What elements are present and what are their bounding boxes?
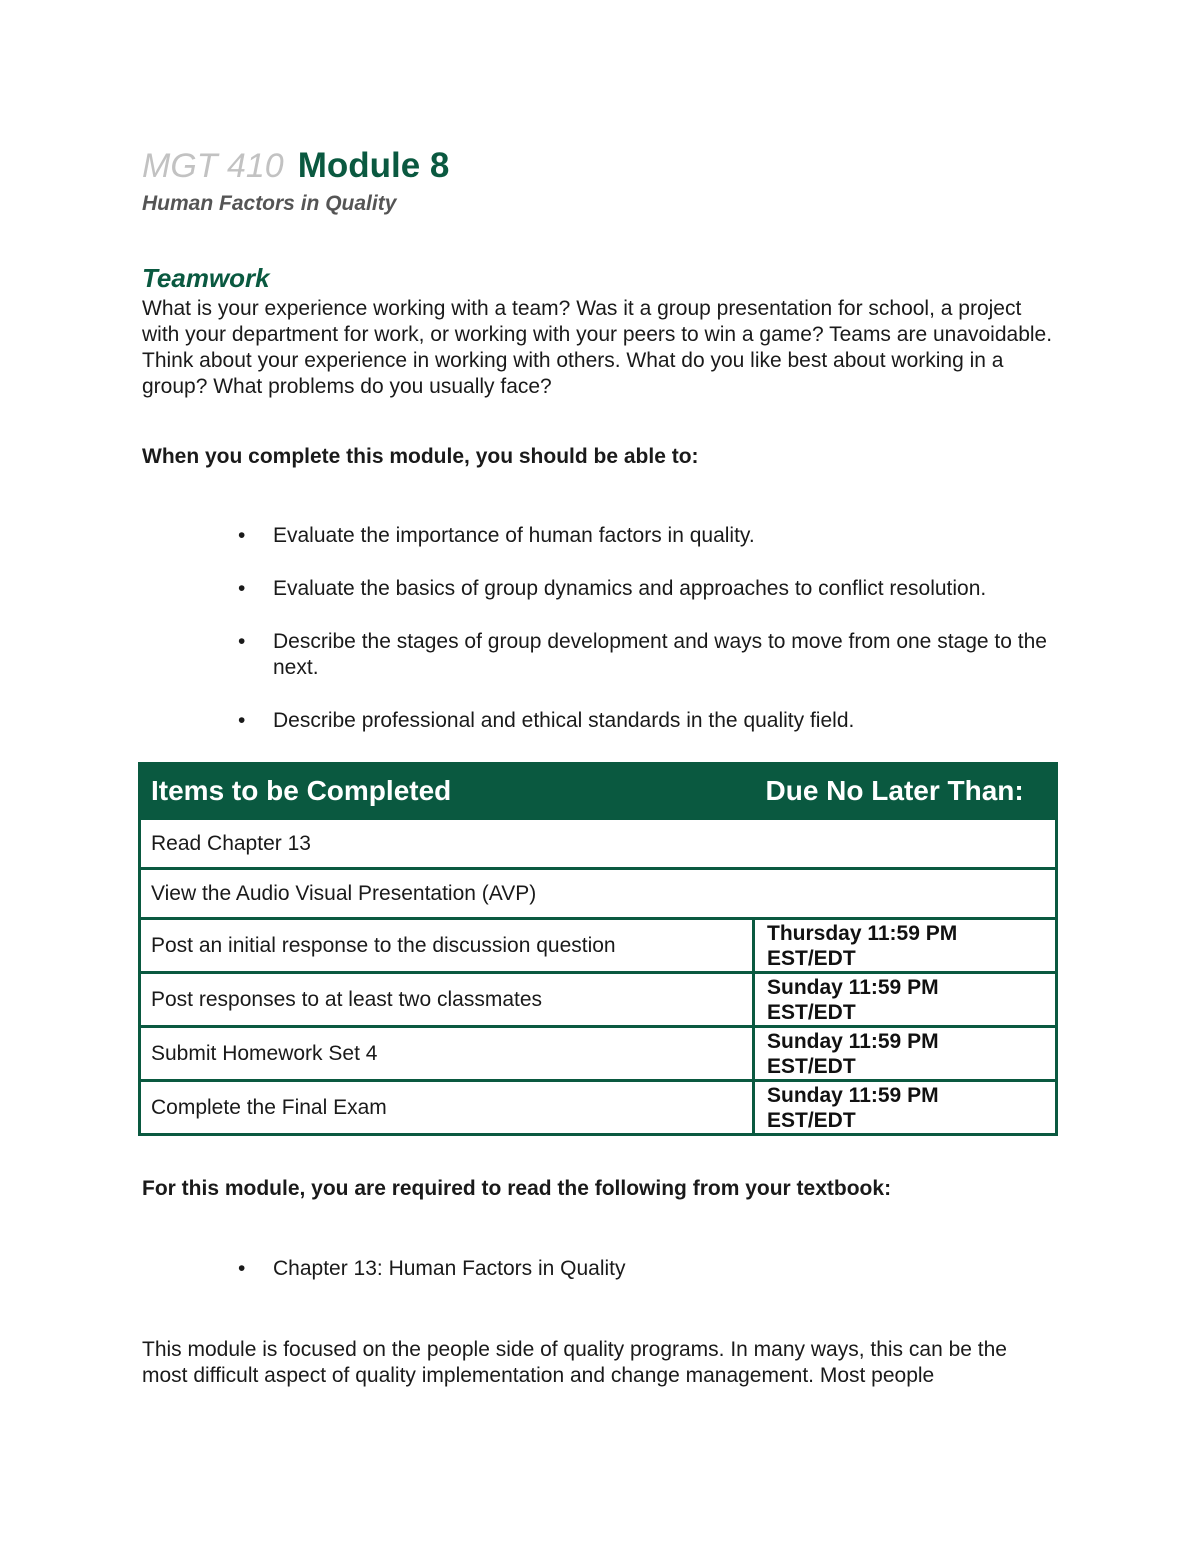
course-code: MGT 410: [142, 147, 284, 185]
list-item-text: Describe the stages of group development and ways to move from one stage to the next.: [273, 630, 1047, 679]
table-row: [140, 973, 1057, 1027]
table-row: [140, 819, 1057, 869]
bullet-icon: •: [238, 709, 246, 732]
bullet-icon: •: [238, 1257, 246, 1280]
header-due: Due No Later Than:: [754, 764, 1057, 819]
table-cell-due: [754, 1027, 1057, 1081]
table-cell-item: Complete the Final Exam: [140, 1081, 754, 1135]
table-row: [140, 869, 1057, 919]
closing-paragraph: This module is focused on the people side of quality programs. In many ways, this can be the most difficult aspect of quality implementation and change management. Most people: [142, 1338, 1007, 1387]
due-zone: EST/EDT: [767, 947, 856, 970]
table-row: [140, 1027, 1057, 1081]
module-subtitle: Human Factors in Quality: [142, 192, 397, 215]
list-item: [142, 629, 1058, 681]
list-item: [142, 1256, 1058, 1282]
list-item: [142, 708, 1058, 734]
table-cell-item: View the Audio Visual Presentation (AVP): [140, 869, 1057, 919]
due-zone: EST/EDT: [767, 1109, 856, 1132]
due-time: Sunday 11:59 PM: [767, 976, 939, 999]
table-cell-due: [754, 1081, 1057, 1135]
list-item-text: Evaluate the basics of group dynamics and approaches to conflict resolution.: [273, 577, 987, 600]
module-label: Module 8: [297, 146, 450, 185]
bullet-icon: •: [238, 524, 246, 547]
due-zone: EST/EDT: [767, 1055, 856, 1078]
schedule-table: [138, 762, 1058, 1136]
list-item-text: Describe professional and ethical standards in the quality field.: [273, 709, 855, 732]
list-item-text: Chapter 13: Human Factors in Quality: [273, 1257, 626, 1280]
reading-heading: For this module, you are required to read the following from your textbook:: [142, 1177, 892, 1200]
objectives-list: [142, 523, 1058, 761]
document-title: [142, 146, 449, 186]
table-cell-due: [754, 973, 1057, 1027]
intro-paragraph: What is your experience working with a team? Was it a group presentation for school, a project with your department for work, or working with your peers to win a game? Teams are unavoidable. Think about your experience in working with others. What do you like best about working in a group? What problems do you usually face?: [142, 297, 1053, 398]
table-cell-item: Post an initial response to the discussion question: [140, 919, 754, 973]
list-item: [142, 523, 1058, 549]
due-time: Sunday 11:59 PM: [767, 1084, 939, 1107]
table-cell-item: Submit Homework Set 4: [140, 1027, 754, 1081]
table-row: [140, 1081, 1057, 1135]
table-header-row: [140, 764, 1057, 819]
list-item: [142, 576, 1058, 602]
table-cell-due: [754, 919, 1057, 973]
table-cell-item: Read Chapter 13: [140, 819, 1057, 869]
bullet-icon: •: [238, 577, 246, 600]
bullet-icon: •: [238, 630, 246, 653]
section-heading: Teamwork: [142, 263, 270, 293]
due-time: Thursday 11:59 PM: [767, 922, 958, 945]
table-cell-item: Post responses to at least two classmates: [140, 973, 754, 1027]
reading-list: [142, 1256, 1058, 1282]
header-items: Items to be Completed: [140, 764, 754, 819]
list-item-text: Evaluate the importance of human factors in quality.: [273, 524, 755, 547]
due-time: Sunday 11:59 PM: [767, 1030, 939, 1053]
due-zone: EST/EDT: [767, 1001, 856, 1024]
table-row: [140, 919, 1057, 973]
objectives-heading: When you complete this module, you should be able to:: [142, 445, 699, 468]
